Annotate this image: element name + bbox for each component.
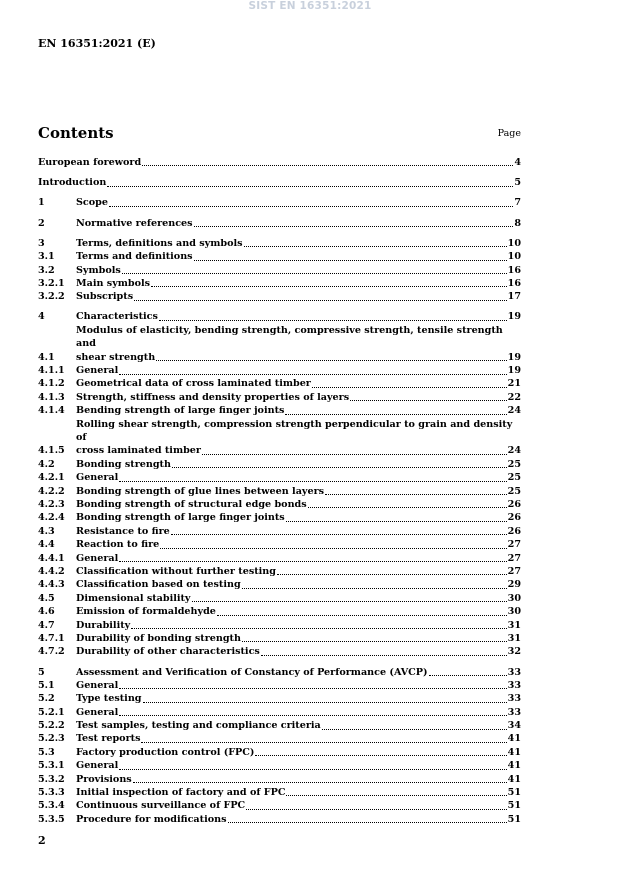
toc-entry-title: Symbols bbox=[76, 264, 121, 276]
dot-leader bbox=[228, 822, 507, 823]
dot-leader bbox=[192, 601, 507, 602]
dot-leader bbox=[285, 414, 506, 415]
dot-leader bbox=[107, 186, 513, 187]
toc-entry-page: 51 bbox=[507, 813, 521, 825]
toc-entry-title: Classification without further testing bbox=[76, 566, 276, 577]
toc-entry-page: 24 bbox=[507, 405, 521, 417]
toc-entry[interactable] bbox=[38, 156, 521, 169]
toc-entry-title-continued: cross laminated timber bbox=[76, 445, 201, 457]
toc-entry-number: 4.4.1 bbox=[38, 552, 65, 564]
toc-entry-title: Provisions bbox=[76, 773, 132, 785]
toc-entry[interactable] bbox=[38, 176, 521, 189]
toc-entry[interactable] bbox=[38, 679, 521, 692]
toc-entry-number: 4.2 bbox=[38, 458, 55, 470]
toc-entry[interactable] bbox=[38, 799, 521, 812]
toc-entry-title: Test reports bbox=[76, 733, 141, 745]
toc-entry-title: General bbox=[76, 472, 119, 484]
toc-entry[interactable] bbox=[38, 196, 521, 209]
toc-entry[interactable] bbox=[38, 733, 521, 746]
toc-entry-number: 5.3.1 bbox=[38, 760, 65, 772]
toc-entry-page: 21 bbox=[507, 378, 521, 390]
toc-entry-number: 4.1.4 bbox=[38, 405, 65, 417]
toc-entry-title: General bbox=[76, 706, 119, 718]
toc-entry-number: 4.7 bbox=[38, 619, 55, 631]
toc-entry-page: 31 bbox=[507, 619, 521, 631]
toc-entry-page: 41 bbox=[507, 760, 521, 772]
toc-entry-title: Bonding strength bbox=[76, 458, 171, 470]
toc-entry-title: Test samples, testing and compliance criteria bbox=[76, 720, 321, 732]
toc-entry-title: Type testing bbox=[76, 693, 142, 705]
toc-entry-title: Introduction bbox=[38, 177, 107, 189]
page-title: Contents bbox=[38, 124, 114, 142]
toc-entry-title: Resistance to fire bbox=[76, 525, 170, 537]
dot-leader bbox=[143, 702, 507, 703]
toc-entry-page: 41 bbox=[507, 773, 521, 785]
toc-entry[interactable] bbox=[38, 217, 521, 230]
toc-entry-number: 4.2.1 bbox=[38, 472, 65, 484]
dot-leader bbox=[286, 795, 506, 796]
toc-entry-title: Modulus of elasticity, bending strength, compressive strength, tensile strength and bbox=[76, 324, 503, 350]
toc-entry[interactable] bbox=[38, 485, 521, 498]
dot-leader bbox=[119, 374, 506, 375]
toc-entry-number: 5.3 bbox=[38, 746, 55, 758]
toc-entry-page: 27 bbox=[507, 566, 521, 577]
toc-entry[interactable] bbox=[38, 552, 521, 565]
dot-leader bbox=[109, 206, 513, 207]
dot-leader bbox=[217, 615, 507, 616]
toc-entry-title: General bbox=[76, 365, 119, 377]
toc-entry-number: 5.3.5 bbox=[38, 813, 65, 825]
toc-entry[interactable] bbox=[38, 311, 521, 324]
toc-entry-number: 4 bbox=[38, 311, 45, 323]
toc-entry-title: Rolling shear strength, compression strength perpendicular to grain and density of bbox=[76, 418, 513, 444]
toc-entry-page: 25 bbox=[507, 485, 521, 497]
toc-entry-title: Main symbols bbox=[76, 277, 151, 289]
toc-entry-title: General bbox=[76, 760, 119, 772]
toc-entry-number: 4.1.5 bbox=[38, 445, 65, 457]
toc-entry-number: 4.4 bbox=[38, 539, 55, 551]
dot-leader bbox=[194, 260, 507, 261]
toc-entry-number: 4.7.1 bbox=[38, 632, 65, 644]
toc-entry-title: European foreword bbox=[38, 156, 142, 168]
toc-entry-title: General bbox=[76, 552, 119, 564]
toc-entry[interactable] bbox=[38, 264, 521, 277]
toc-entry-title: Durability of other characteristics bbox=[76, 646, 260, 658]
dot-leader bbox=[172, 467, 507, 468]
toc-entry-number: 4.2.3 bbox=[38, 499, 65, 511]
toc-entry-page: 51 bbox=[507, 787, 521, 799]
dot-leader bbox=[194, 226, 514, 227]
dot-leader bbox=[244, 246, 507, 247]
toc-entry-page: 29 bbox=[507, 579, 521, 591]
toc-entry-page: 33 bbox=[507, 666, 521, 678]
dot-leader bbox=[242, 588, 507, 589]
toc-entry-title: Continuous surveillance of FPC bbox=[76, 800, 246, 812]
toc-entry-page: 31 bbox=[507, 632, 521, 644]
toc-entry-number: 5.3.3 bbox=[38, 787, 65, 799]
dot-leader bbox=[242, 641, 507, 642]
toc-entry-title: Procedure for modifications bbox=[76, 813, 227, 825]
toc-entry-page: 19 bbox=[507, 351, 521, 363]
toc-entry-page: 5 bbox=[514, 177, 521, 189]
toc-entry[interactable] bbox=[38, 619, 521, 632]
toc-entry-page: 7 bbox=[514, 197, 521, 209]
dot-leader bbox=[277, 574, 507, 575]
toc-entry-number: 5 bbox=[38, 666, 45, 678]
toc-entry-page: 25 bbox=[507, 458, 521, 470]
toc-entry-number: 3.2 bbox=[38, 264, 55, 276]
toc-entry-number: 5.2.2 bbox=[38, 720, 65, 732]
dot-leader bbox=[141, 742, 506, 743]
toc-entry[interactable] bbox=[38, 666, 521, 679]
toc-entry-page: 24 bbox=[507, 445, 521, 457]
dot-leader bbox=[202, 454, 507, 455]
dot-leader bbox=[119, 561, 506, 562]
toc-entry-page: 19 bbox=[507, 311, 521, 323]
toc-entry-number: 5.2.1 bbox=[38, 706, 65, 718]
toc-entry[interactable] bbox=[38, 746, 521, 759]
toc-entry-page: 26 bbox=[507, 525, 521, 537]
toc-entry-number: 4.4.2 bbox=[38, 566, 65, 577]
toc-entry-title: Assessment and Verification of Constancy of Performance (AVCP) bbox=[76, 666, 428, 678]
toc-entry[interactable] bbox=[38, 237, 521, 250]
toc-entry-title: Durability bbox=[76, 619, 131, 631]
toc-entry[interactable] bbox=[38, 538, 521, 551]
dot-leader bbox=[286, 521, 507, 522]
toc-entry-page: 4 bbox=[514, 156, 521, 168]
toc-entry-title: Scope bbox=[76, 197, 108, 209]
toc-entry-page: 22 bbox=[507, 391, 521, 403]
toc-entry-number: 4.2.4 bbox=[38, 512, 65, 524]
dot-leader bbox=[134, 300, 507, 301]
toc-entry-page: 33 bbox=[507, 706, 521, 718]
toc-entry-page: 30 bbox=[507, 592, 521, 604]
toc-entry-title: Emission of formaldehyde bbox=[76, 606, 216, 618]
toc-entry-title: Bending strength of large finger joints bbox=[76, 405, 285, 417]
toc-entry-number: 3.2.2 bbox=[38, 291, 65, 303]
toc-entry[interactable] bbox=[38, 250, 521, 263]
dot-leader bbox=[429, 675, 507, 676]
toc-entry[interactable] bbox=[38, 813, 521, 826]
toc-entry-page: 10 bbox=[507, 251, 521, 263]
toc-entry[interactable] bbox=[38, 692, 521, 705]
dot-leader bbox=[119, 688, 506, 689]
toc-entry-number: 3.1 bbox=[38, 251, 55, 263]
watermark: SIST EN 16351:2021 bbox=[248, 0, 372, 12]
toc-entry-page: 26 bbox=[507, 512, 521, 524]
toc-entry[interactable] bbox=[38, 404, 521, 417]
toc-entry-number: 4.2.2 bbox=[38, 485, 65, 497]
toc-entry[interactable] bbox=[38, 391, 521, 404]
toc-entry-page: 27 bbox=[507, 539, 521, 551]
toc-entry[interactable] bbox=[38, 632, 521, 645]
dot-leader bbox=[151, 286, 507, 287]
toc-entry[interactable] bbox=[38, 290, 521, 303]
toc-entry[interactable] bbox=[38, 786, 521, 799]
toc-entry-number: 4.1.1 bbox=[38, 365, 65, 377]
toc-entry[interactable] bbox=[38, 471, 521, 484]
toc-entry-number: 4.1.3 bbox=[38, 391, 65, 403]
toc-entry-title: Initial inspection of factory and of FPC bbox=[76, 787, 286, 799]
toc-entry-page: 41 bbox=[507, 746, 521, 758]
toc-entry-page: 16 bbox=[507, 264, 521, 276]
toc-entry-title: Classification based on testing bbox=[76, 579, 241, 591]
toc-entry-page: 8 bbox=[514, 217, 521, 229]
toc-entry-page: 25 bbox=[507, 472, 521, 484]
toc-entry-title: Geometrical data of cross laminated timber bbox=[76, 378, 311, 390]
toc-entry-title: General bbox=[76, 679, 119, 691]
toc-entry-number: 5.2.3 bbox=[38, 733, 65, 745]
toc-entry-number: 3.2.1 bbox=[38, 277, 65, 289]
toc-entry-number: 4.7.2 bbox=[38, 646, 65, 658]
toc-entry-number: 4.1 bbox=[38, 351, 55, 363]
toc-entry-page: 34 bbox=[507, 720, 521, 732]
toc-entry-number: 5.2 bbox=[38, 693, 55, 705]
dot-leader bbox=[308, 507, 507, 508]
dot-leader bbox=[119, 481, 506, 482]
toc-entry[interactable] bbox=[38, 364, 521, 377]
toc-entry-title: Bonding strength of structural edge bonds bbox=[76, 499, 307, 511]
toc-entry[interactable] bbox=[38, 511, 521, 524]
toc-entry-number: 4.1.2 bbox=[38, 378, 65, 390]
toc-entry[interactable] bbox=[38, 719, 521, 732]
dot-leader bbox=[156, 360, 506, 361]
toc-entry-title: Characteristics bbox=[76, 311, 158, 323]
dot-leader bbox=[322, 729, 507, 730]
dot-leader bbox=[255, 755, 506, 756]
toc-entry[interactable] bbox=[38, 578, 521, 591]
toc-entry-page: 17 bbox=[507, 291, 521, 303]
toc-entry-number: 5.3.4 bbox=[38, 800, 65, 812]
toc-entry-page: 32 bbox=[507, 646, 521, 658]
toc-entry-title: Dimensional stability bbox=[76, 592, 191, 604]
toc-entry-page: 33 bbox=[507, 679, 521, 691]
toc-entry[interactable] bbox=[38, 592, 521, 605]
toc-entry-title: Factory production control (FPC) bbox=[76, 746, 255, 758]
dot-leader bbox=[119, 769, 506, 770]
toc-entry-title: Subscripts bbox=[76, 291, 134, 303]
toc-entry-page: 26 bbox=[507, 499, 521, 511]
toc-entry-page: 10 bbox=[507, 237, 521, 249]
dot-leader bbox=[159, 320, 507, 321]
toc-entry[interactable] bbox=[38, 773, 521, 786]
toc-entry[interactable] bbox=[38, 324, 521, 364]
toc-entry-title: Terms, definitions and symbols bbox=[76, 237, 243, 249]
dot-leader bbox=[171, 534, 507, 535]
toc-entry-number: 1 bbox=[38, 197, 45, 209]
toc-entry-number: 5.1 bbox=[38, 679, 55, 691]
toc-entry-title: Reaction to fire bbox=[76, 539, 160, 551]
toc-entry-page: 16 bbox=[507, 277, 521, 289]
toc-entry[interactable] bbox=[38, 565, 521, 578]
dot-leader bbox=[160, 548, 506, 549]
toc-entry-number: 3 bbox=[38, 237, 45, 249]
page-column-label: Page bbox=[497, 128, 521, 139]
toc-entry-title: Durability of bonding strength bbox=[76, 632, 241, 644]
toc-entry[interactable] bbox=[38, 498, 521, 511]
toc-entry[interactable] bbox=[38, 277, 521, 290]
toc-entry-title: Normative references bbox=[76, 217, 193, 229]
toc-entry[interactable] bbox=[38, 418, 521, 458]
toc-entry-number: 4.3 bbox=[38, 525, 55, 537]
toc-entry-title: Bonding strength of large finger joints bbox=[76, 512, 285, 524]
toc-entry[interactable] bbox=[38, 706, 521, 719]
dot-leader bbox=[325, 494, 507, 495]
toc-entry-title-continued: shear strength bbox=[76, 351, 156, 363]
dot-leader bbox=[133, 782, 507, 783]
dot-leader bbox=[122, 273, 507, 274]
toc-entry-title: Strength, stiffness and density properties of layers bbox=[76, 391, 350, 403]
toc-entry-page: 30 bbox=[507, 606, 521, 618]
toc-entry-page: 27 bbox=[507, 552, 521, 564]
document-id: EN 16351:2021 (E) bbox=[38, 37, 156, 50]
dot-leader bbox=[142, 165, 513, 166]
toc-entry-number: 5.3.2 bbox=[38, 773, 65, 785]
dot-leader bbox=[261, 655, 507, 656]
toc-entry[interactable] bbox=[38, 525, 521, 538]
toc-entry-page: 19 bbox=[507, 365, 521, 377]
toc-entry-number: 4.4.3 bbox=[38, 579, 65, 591]
toc-entry[interactable] bbox=[38, 645, 521, 658]
toc-entry[interactable] bbox=[38, 759, 521, 772]
toc-entry[interactable] bbox=[38, 378, 521, 391]
table-of-contents bbox=[38, 156, 521, 826]
dot-leader bbox=[312, 387, 507, 388]
toc-entry[interactable] bbox=[38, 458, 521, 471]
toc-entry-title: Bonding strength of glue lines between layers bbox=[76, 485, 325, 497]
toc-entry-number: 2 bbox=[38, 217, 45, 229]
footer-page-number: 2 bbox=[38, 834, 46, 847]
toc-entry[interactable] bbox=[38, 605, 521, 618]
toc-entry-number: 4.6 bbox=[38, 606, 55, 618]
dot-leader bbox=[350, 400, 507, 401]
toc-entry-page: 51 bbox=[507, 800, 521, 812]
toc-entry-page: 33 bbox=[507, 693, 521, 705]
toc-entry-page: 41 bbox=[507, 733, 521, 745]
toc-entry-title: Terms and definitions bbox=[76, 251, 193, 263]
dot-leader bbox=[246, 809, 506, 810]
dot-leader bbox=[131, 628, 506, 629]
toc-entry-number: 4.5 bbox=[38, 592, 55, 604]
dot-leader bbox=[119, 715, 506, 716]
